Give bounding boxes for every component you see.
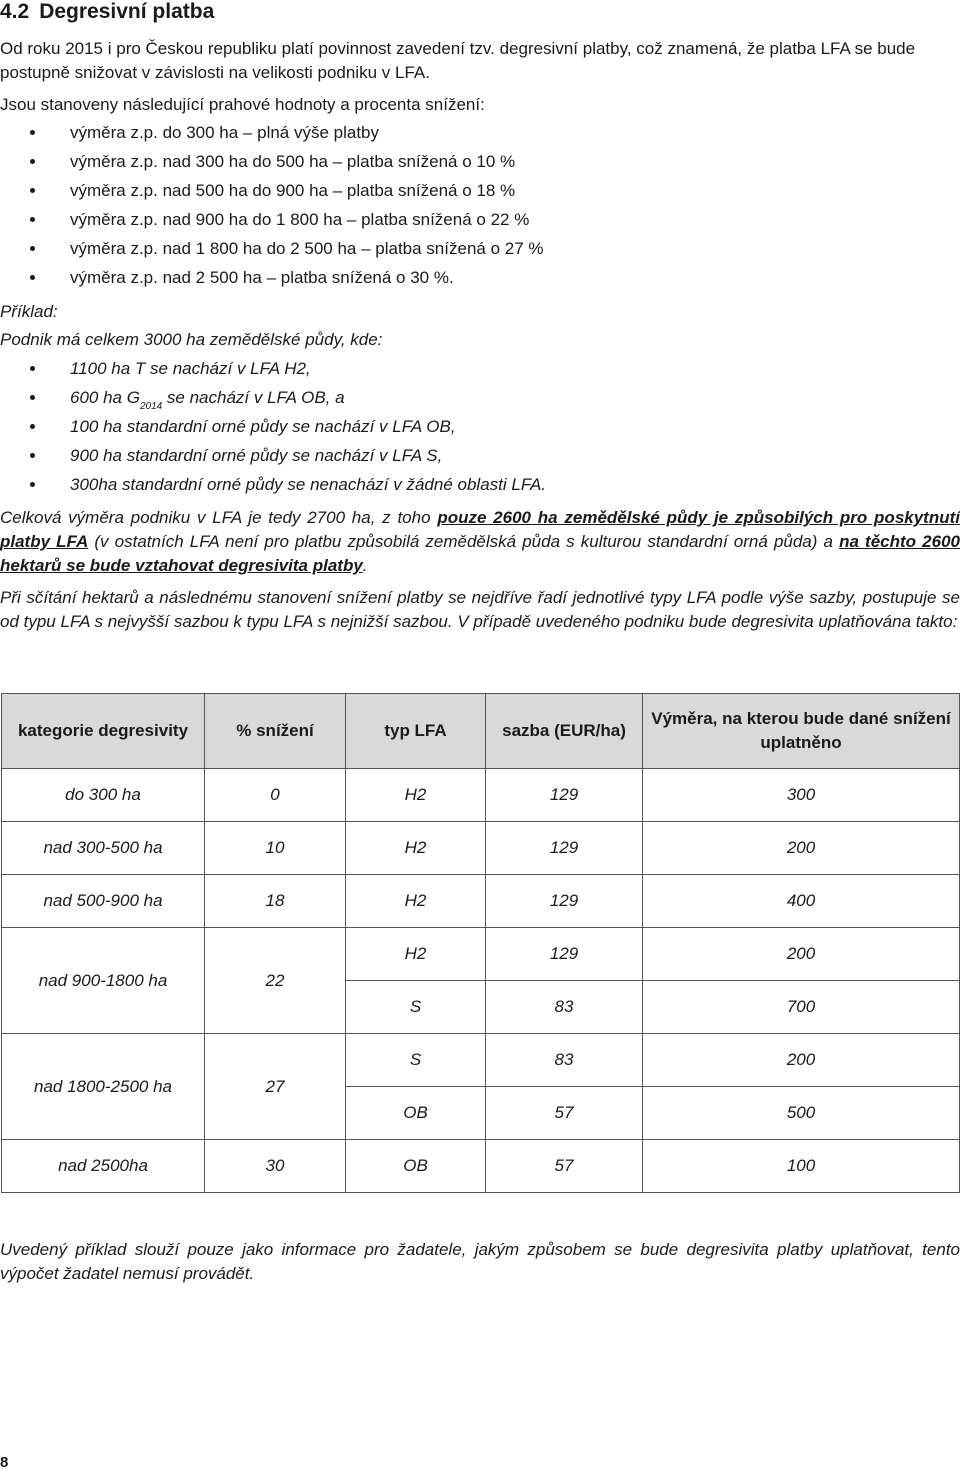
- column-header: kategorie degresivity: [2, 694, 205, 769]
- table-row: S 83 700: [2, 981, 960, 1034]
- page-number: 8: [0, 1454, 9, 1471]
- example-intro: Podnik má celkem 3000 ha zemědělské půdy, kde:: [0, 330, 383, 349]
- list-item: 1100 ha T se nachází v LFA H2,: [0, 354, 546, 383]
- eligible-area-highlight: pouze 2600 ha zemědělské půdy je způsobilých pro poskytnutí platby LFA: [0, 508, 960, 551]
- table-row: OB 57 500: [2, 1087, 960, 1140]
- summation-paragraph: Při sčítání hektarů a následnému stanovení snížení platby se nejdříve řadí jednotlivé typy LFA podle výše sazby, postupuje se od typu LFA s nejvyšší sazbou k typu LFA s nejnižší sazbou. V případě uvedeného podniku bude degresivita uplatňována takto:: [0, 588, 960, 631]
- table-header-row: [2, 694, 960, 769]
- thresholds-intro: Jsou stanoveny následující prahové hodnoty a procenta snížení:: [0, 95, 485, 114]
- table-row: nad 500-900 ha 18 H2 129 400: [2, 875, 960, 928]
- list-item: 300ha standardní orné půdy se nenachází v žádné oblasti LFA.: [0, 470, 546, 499]
- column-header: % snížení: [205, 694, 346, 769]
- intro-paragraph: Od roku 2015 i pro Českou republiku platí povinnost zavedení tzv. degresivní platby, což znamená, že platba LFA se bude postupně snižovat v závislosti na velikosti podniku v LFA.: [0, 39, 916, 82]
- example-list: [0, 354, 546, 499]
- list-item: výměra z.p. nad 2 500 ha – platba snížená o 30 %.: [0, 263, 544, 292]
- list-item: 600 ha $G_{2014}$ se nachází v LFA OB, a: [0, 383, 546, 412]
- table-row: do 300 ha 0 H2 129 300: [2, 769, 960, 822]
- thresholds-list: [0, 118, 544, 292]
- note-paragraph: Uvedený příklad slouží pouze jako informace pro žadatele, jakým způsobem se bude degresivita platby uplatňovat, tento výpočet žadatel nemusí provádět.: [0, 1240, 960, 1283]
- table-row: nad 1800-2500 ha 27 S 83 200: [2, 1034, 960, 1087]
- list-item: výměra z.p. do 300 ha – plná výše platby: [0, 118, 544, 147]
- degressivity-highlight: na těchto 2600 hektarů se bude vztahovat degresivita platby: [0, 532, 960, 575]
- list-item: 100 ha standardní orné půdy se nachází v LFA OB,: [0, 412, 546, 441]
- list-item: výměra z.p. nad 900 ha do 1 800 ha – platba snížená o 22 %: [0, 205, 544, 234]
- list-item: výměra z.p. nad 500 ha do 900 ha – platba snížená o 18 %: [0, 176, 544, 205]
- list-item: výměra z.p. nad 300 ha do 500 ha – platba snížená o 10 %: [0, 147, 544, 176]
- degressivity-table: [1, 693, 960, 1193]
- table-row: nad 900-1800 ha 22 H2 129 200: [2, 928, 960, 981]
- list-item: výměra z.p. nad 1 800 ha do 2 500 ha – platba snížená o 27 %: [0, 234, 544, 263]
- example-label: Příklad:: [0, 302, 58, 321]
- section-number: 4.2: [0, 0, 30, 23]
- section-heading: [0, 0, 214, 24]
- section-title: Degresivní platba: [39, 0, 215, 23]
- table-row: nad 300-500 ha 10 H2 129 200: [2, 822, 960, 875]
- column-header: typ LFA: [346, 694, 486, 769]
- total-area-paragraph: Celková výměra podniku v LFA je tedy 2700 ha, z toho pouze 2600 ha zemědělské půdy je způsobilých pro poskytnutí platby LFA (v ostatních LFA není pro platbu způsobilá zemědělská půda s kulturou standardní orná půda) a na těchto 2600 hektarů se bude vztahovat degresivita platby.: [0, 508, 960, 575]
- column-header: Výměra, na kterou bude dané snížení uplatněno: [643, 694, 960, 769]
- list-item: 900 ha standardní orné půdy se nachází v LFA S,: [0, 441, 546, 470]
- column-header: sazba (EUR/ha): [486, 694, 643, 769]
- table-row: nad 2500ha 30 OB 57 100: [2, 1140, 960, 1193]
